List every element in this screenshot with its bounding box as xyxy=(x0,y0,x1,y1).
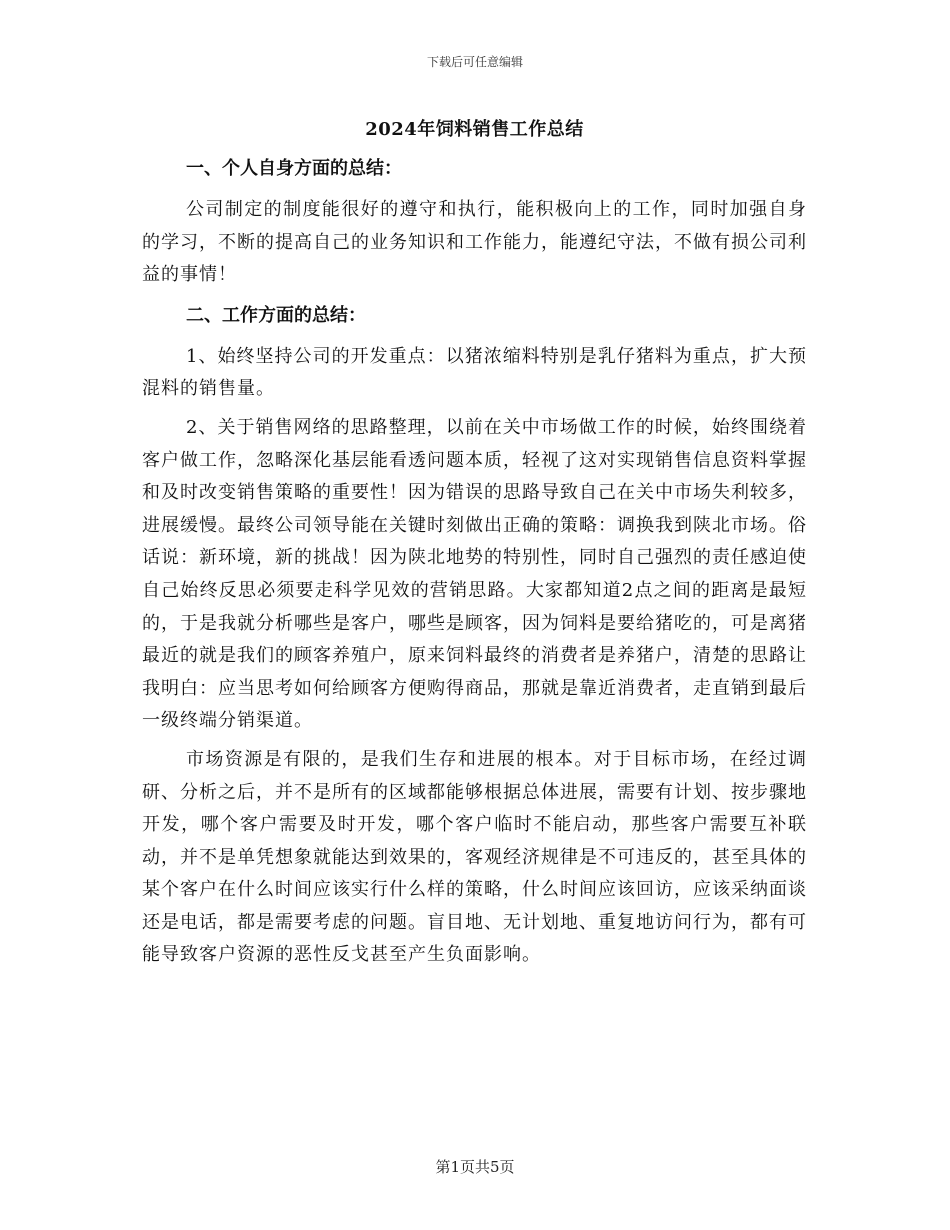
paragraph-personal: 公司制定的制度能很好的遵守和执行，能积极向上的工作，同时加强自身的学习，不断的提高自己的业务知识和工作能力，能遵纪守法，不做有损公司利益的事情！ xyxy=(142,199,807,286)
paragraph-item-2: 2、关于销售网络的思路整理，以前在关中市场做工作的时候，始终围绕着客户做工作，忽略深化基层能看透问题本质，轻视了这对实现销售信息资料掌握和及时改变销售策略的重要性！因为错误的思路导致自己在关中市场失利较多，进展缓慢。最终公司领导能在关键时刻做出正确的策略：调换我到陕北市场。俗话说：新环境，新的挑战！因为陕北地势的特别性，同时自己强烈的责任感迫使自己始终反思必须要走科学见效的营销思路。大家都知道2点之间的距离是最短的，于是我就分析哪些是客户，哪些是顾客，因为饲料是要给猪吃的，可是离猪最近的就是我们的顾客养殖户，原来饲料最终的消费者是养猪户，清楚的思路让我明白：应当思考如何给顾客方便购得商品，那就是靠近消费者，走直销到最后一级终端分销渠道。 xyxy=(142,416,807,732)
paragraph-item-1: 1、始终坚持公司的开发重点：以猪浓缩料特别是乳仔猪料为重点，扩大预混料的销售量。 xyxy=(142,345,807,400)
section-heading-personal: 一、个人自身方面的总结： xyxy=(186,158,402,179)
paragraph-market-resources: 市场资源是有限的，是我们生存和进展的根本。对于目标市场，在经过调研、分析之后，并不是所有的区域都能够根据总体进展，需要有计划、按步骤地开发，哪个客户需要及时开发，哪个客户临时不能启动，那些客户需要互补联动，并不是单凭想象就能达到效果的，客观经济规律是不可违反的，甚至具体的某个客户在什么时间应该实行什么样的策略，什么时间应该回访，应该采纳面谈还是电话，都是需要考虑的问题。盲目地、无计划地、重复地访问行为，都有可能导致客户资源的恶性反戈甚至产生负面影响。 xyxy=(142,748,807,966)
document-title: 2024年饲料销售工作总结 xyxy=(365,119,584,140)
page-header: 下载后可任意编辑 xyxy=(426,55,523,69)
section-heading-work: 二、工作方面的总结： xyxy=(186,304,366,326)
page-footer: 第1页共5页 xyxy=(435,1158,515,1176)
document-body xyxy=(142,115,807,973)
